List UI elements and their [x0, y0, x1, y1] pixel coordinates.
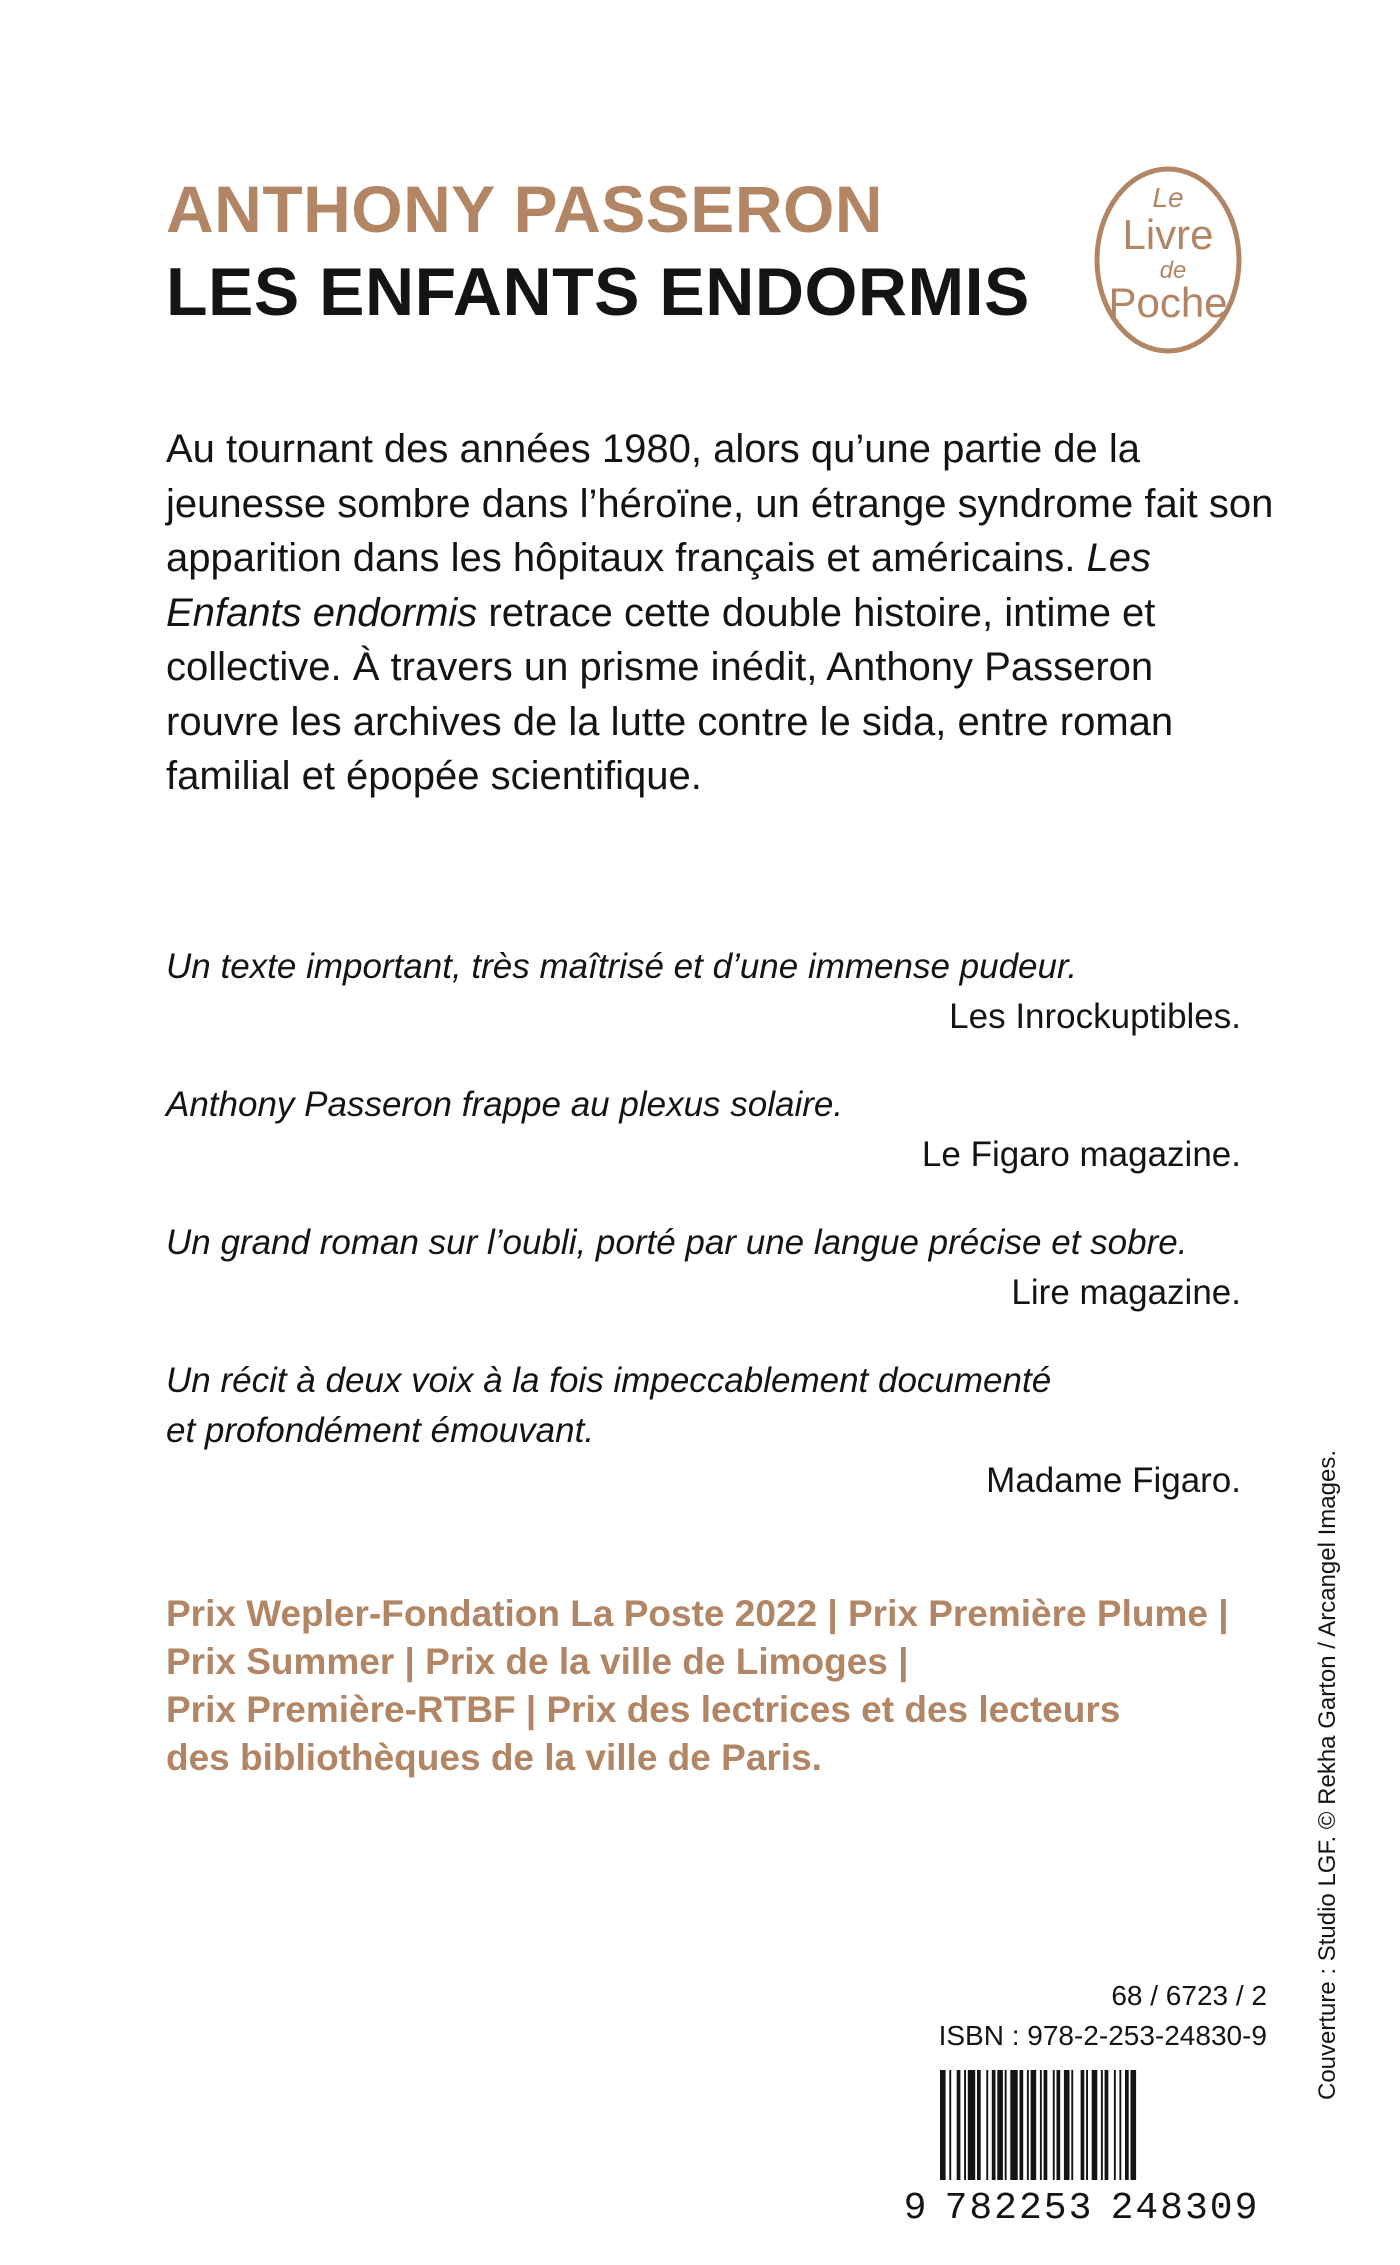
- catalog-code: 68 / 6723 / 2: [1111, 1980, 1267, 2011]
- logo-text-livre: Livre: [1122, 211, 1214, 258]
- barcode-bar: [968, 2070, 975, 2180]
- prizes-list: [166, 1590, 1286, 1782]
- barcode-bar: [957, 2070, 961, 2180]
- book-summary: [166, 422, 1276, 804]
- barcode-bar: [1064, 2070, 1070, 2180]
- barcode-bar: [1125, 2070, 1129, 2180]
- quote-text: Un grand roman sur l’oubli, porté par une langue précise et sobre.: [166, 1223, 1188, 1262]
- quote-source: Les Inrockuptibles.: [949, 997, 1241, 1036]
- review-quote: [166, 1080, 1241, 1180]
- barcode-bar: [1114, 2070, 1116, 2180]
- summary-part-2: retrace cette double histoire, intime et collective. À travers un prisme inédit, Anthony Passeron rouvre les archives de la lutte contre le sida, entre roman familial et épopée scientifique.: [166, 590, 1174, 798]
- quote-text-line-2: et profondément émouvant.: [166, 1411, 595, 1450]
- author-name: ANTHONY PASSERON: [166, 172, 883, 246]
- review-quote: [166, 1218, 1241, 1318]
- prizes-line: des bibliothèques de la ville de Paris.: [166, 1737, 822, 1778]
- isbn-number: ISBN : 978-2-253-24830-9: [938, 2020, 1267, 2051]
- quote-text: Anthony Passeron frappe au plexus solaire.: [166, 1085, 844, 1124]
- quote-text: Un texte important, très maîtrisé et d’une immense pudeur.: [166, 947, 1078, 986]
- barcode-bar: [1027, 2070, 1029, 2180]
- barcode-bar: [986, 2070, 988, 2180]
- barcode-left-digits: 782253: [944, 2187, 1094, 2225]
- barcode-bar: [1105, 2070, 1109, 2180]
- cover-credit: Couverture : Studio LGF. © Rekha Garton / Arcangel Images.: [1314, 1449, 1341, 2100]
- summary-book-title: Les Enfants endormis: [166, 536, 1152, 635]
- review-quote: [166, 1356, 1241, 1506]
- barcode-bar: [1053, 2070, 1055, 2180]
- book-title: LES ENFANTS ENDORMIS: [166, 254, 1030, 330]
- quote-source: Lire magazine.: [1011, 1273, 1241, 1312]
- quote-source: Le Figaro magazine.: [921, 1135, 1241, 1174]
- barcode-right-digits: 248309: [1110, 2187, 1260, 2225]
- barcode-bar: [997, 2070, 1003, 2180]
- barcode-bar: [1010, 2070, 1017, 2180]
- barcode-bar: [977, 2070, 981, 2180]
- barcode-bar: [1057, 2070, 1061, 2180]
- prizes-line: Prix Summer | Prix de la ville de Limoges |: [166, 1641, 909, 1682]
- barcode: [900, 2070, 1270, 2225]
- barcode-bar: [992, 2070, 996, 2180]
- logo-text-poche: Poche: [1108, 279, 1228, 326]
- quote-source: Madame Figaro.: [986, 1461, 1241, 1500]
- review-quote: [166, 942, 1241, 1042]
- summary-part-1: Au tournant des années 1980, alors qu’une partie de la jeunesse sombre dans l’héroïne, un étrange syndrome fait son apparition dans les hôpitaux français et américains.: [166, 427, 1274, 580]
- prizes-line: Prix Première-RTBF | Prix des lectrices et des lecteurs: [166, 1689, 1121, 1730]
- barcode-bar: [1119, 2070, 1121, 2180]
- prizes-line: Prix Wepler-Fondation La Poste 2022 | Prix Première Plume |: [166, 1593, 1229, 1634]
- logo-text-de: de: [1159, 257, 1187, 284]
- publisher-logo: [1093, 165, 1243, 355]
- logo-text-le: Le: [1152, 182, 1184, 213]
- barcode-bar: [1092, 2070, 1098, 2180]
- barcode-bar: [1071, 2070, 1073, 2180]
- barcode-bar: [1005, 2070, 1007, 2180]
- barcode-bar: [1086, 2070, 1088, 2180]
- barcode-bar: [1020, 2070, 1024, 2180]
- barcode-bar: [1081, 2070, 1085, 2180]
- barcode-bar: [964, 2070, 966, 2180]
- barcode-bar: [1101, 2070, 1103, 2180]
- quote-text-line-1: Un récit à deux voix à la fois impeccablement documenté: [166, 1361, 1052, 1400]
- barcode-bar: [1031, 2070, 1037, 2180]
- barcode-first-digit: 9: [903, 2187, 927, 2225]
